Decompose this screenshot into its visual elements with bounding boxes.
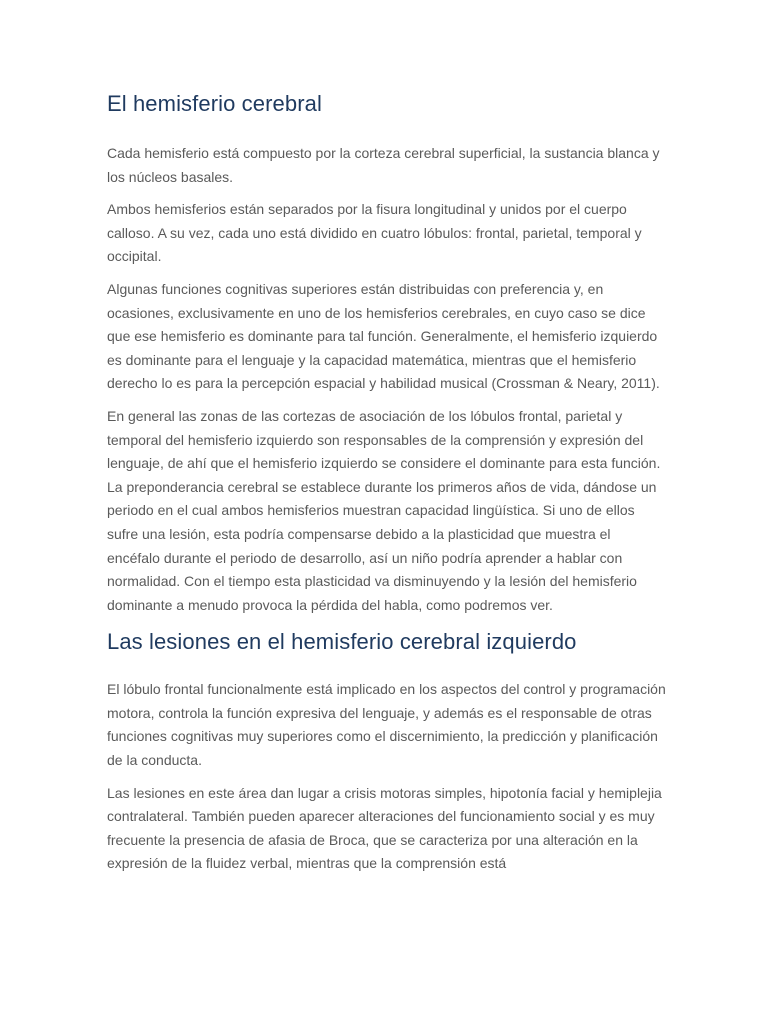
- article: [107, 88, 667, 885]
- paragraph: Ambos hemisferios están separados por la fisura longitudinal y unidos por el cuerpo calloso. A su vez, cada uno está dividido en cuatro lóbulos: frontal, parietal, temporal y occipital.: [107, 201, 642, 265]
- paragraph: En general las zonas de las cortezas de asociación de los lóbulos frontal, parietal y temporal del hemisferio izquierdo son responsables de la comprensión y expresión del lenguaje, de ahí que el hemisferio izquierdo se considere el dominante para esta función. La preponderancia cerebral se establece durante los primeros años de vida, dándose un periodo en el cual ambos hemisferios muestran capacidad lingüística. Si uno de ellos sufre una lesión, esta podría compensarse debido a la plasticidad que muestra el encéfalo durante el periodo de desarrollo, así un niño podría aprender a hablar con normalidad. Con el tiempo esta plasticidad va disminuyendo y la lesión del hemisferio dominante a menudo provoca la pérdida del habla, como podremos ver.: [107, 407, 661, 613]
- section-heading: Las lesiones en el hemisferio cerebral izquierdo: [107, 629, 577, 655]
- page-title: El hemisferio cerebral: [107, 91, 322, 116]
- paragraph: Las lesiones en este área dan lugar a crisis motoras simples, hipotonía facial y hemiplejia contralateral. También pueden aparecer alteraciones del funcionamiento social y es muy frecuente la presencia de afasia de Broca, que se caracteriza por una alteración en la expresión de la fluidez verbal, mientras que la comprensión está: [107, 784, 662, 872]
- paragraph: Cada hemisferio está compuesto por la corteza cerebral superficial, la sustancia blanca y los núcleos basales.: [107, 145, 660, 185]
- paragraph: Algunas funciones cognitivas superiores están distribuidas con preferencia y, en ocasiones, exclusivamente en uno de los hemisferios cerebrales, en cuyo caso se dice que ese hemisferio es dominante para tal función. Generalmente, el hemisferio izquierdo es dominante para el lenguaje y la capacidad matemática, mientras que el hemisferio derecho lo es para la percepción espacial y habilidad musical (Crossman & Neary, 2011).: [107, 280, 660, 392]
- paragraph: El lóbulo frontal funcionalmente está implicado en los aspectos del control y programación motora, controla la función expresiva del lenguaje, y además es el responsable de otras funciones cognitivas muy superiores como el discernimiento, la predicción y planificación de la conducta.: [107, 681, 666, 769]
